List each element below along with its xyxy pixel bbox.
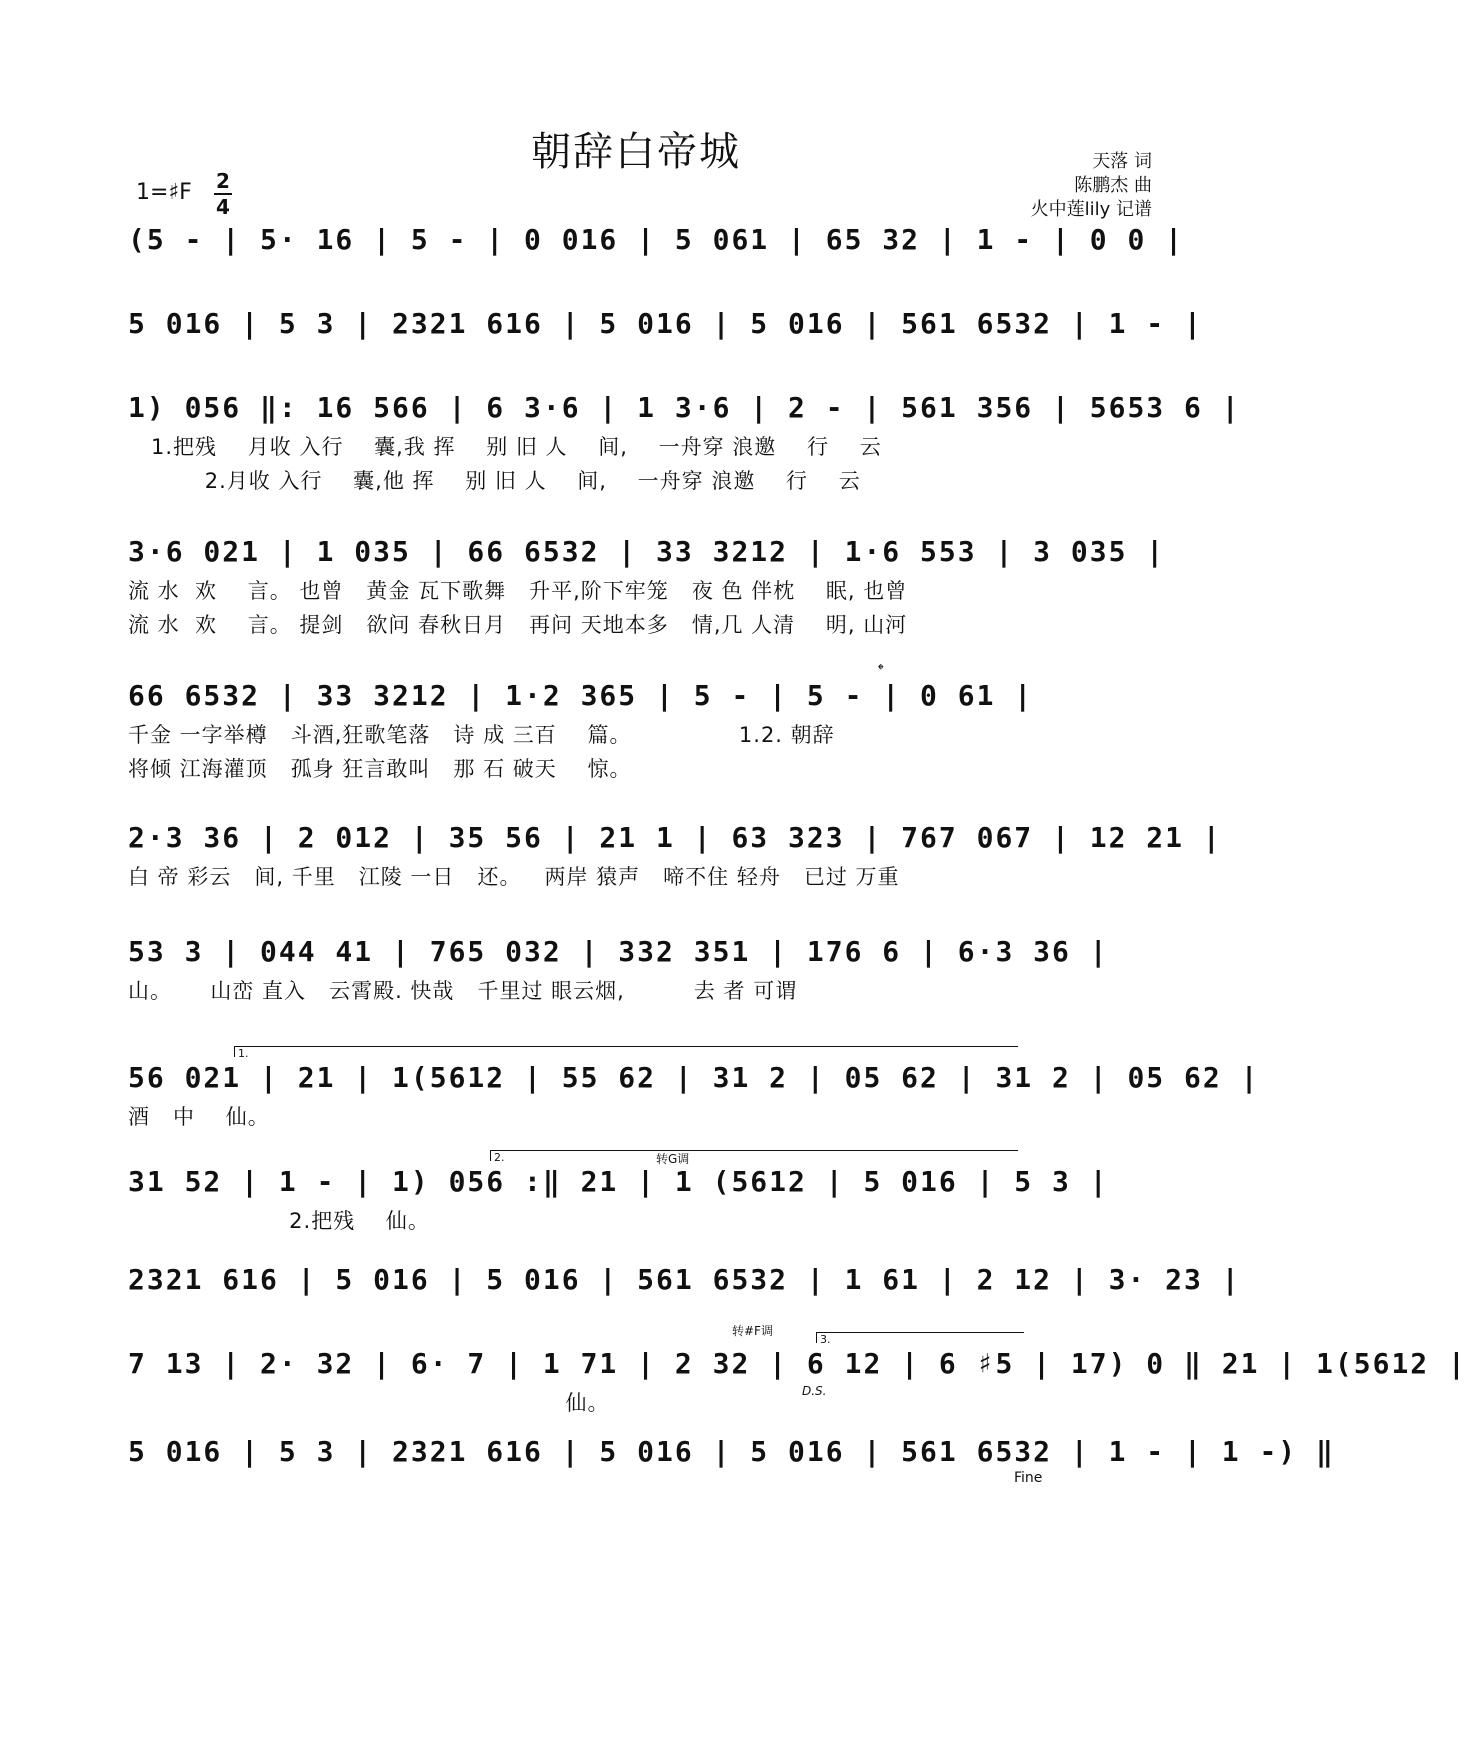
- lyric-line: 酒 中 仙。: [128, 1105, 270, 1129]
- score-system: [128, 530, 1166, 642]
- notation-line: 2321 616 | 5 016 | 5 016 | 561 6532 | 1 61 | 2 12 | 3· 23 |: [128, 1263, 1241, 1296]
- time-top: 2: [216, 169, 230, 193]
- score-system: [128, 1258, 1241, 1302]
- modulation-fs: 转#F调: [732, 1324, 773, 1338]
- lyric-line: 2.把残 仙。: [128, 1209, 430, 1233]
- notation-line: (5 - | 5· 16 | 5 - | 0 016 | 5 061 | 65 32 | 1 - | 0 0 |: [128, 223, 1185, 256]
- lyric-line: 流 水 欢 言。 提剑 欲问 春秋日月 再问 天地本多 情,几 人清 明, 山河: [128, 613, 908, 637]
- notation-line: 7 13 | 2· 32 | 6· 7 | 1 71 | 2 32 | 6 12 | 6 ♯5 | 17) 0 ‖ 21 | 1(5612 |: [128, 1347, 1467, 1380]
- lyric-line: 流 水 欢 言。 也曾 黄金 瓦下歌舞 升平,阶下牢笼 夜 色 伴枕 眠, 也曾: [128, 579, 908, 603]
- lyric-line: 山。 山峦 直入 云霄殿. 快哉 千里过 眼云烟, 去 者 可谓: [128, 979, 798, 1003]
- time-signature: [214, 170, 232, 218]
- volta-1: 1.: [234, 1046, 1018, 1057]
- score-system: [128, 674, 1158, 786]
- notation-line: 56 021 | 21 | 1(5612 | 55 62 | 31 2 | 05 62 | 31 2 | 05 62 |: [128, 1061, 1260, 1094]
- score-system: [128, 930, 1158, 1008]
- ds-marking: D.S.: [802, 1384, 827, 1398]
- key-signature: 1=♯F: [136, 180, 192, 205]
- volta-3: 3.: [816, 1332, 1024, 1343]
- lyricist: 天落 词: [1092, 151, 1152, 172]
- composer: 陈鹏杰 曲: [1074, 175, 1152, 196]
- coda-sign: 𝄌: [878, 660, 884, 679]
- notation-line: 1) 056 ‖: 16 566 | 6 3·6 | 1 3·6 | 2 - | 561 356 | 5653 6 |: [128, 391, 1241, 424]
- time-bottom: 4: [216, 195, 230, 219]
- notation-line: 31 52 | 1 - | 1) 056 :‖ 21 | 1 (5612 | 5 016 | 5 3 |: [128, 1165, 1109, 1198]
- lyric-line: 白 帝 彩云 间, 千里 江陵 一日 还。 两岸 猿声 啼不住 轻舟 已过 万重: [128, 865, 900, 889]
- score-system: [128, 1160, 1158, 1238]
- score-system: [128, 1056, 1260, 1134]
- lyric-line: 仙。: [128, 1391, 610, 1415]
- score-system: [128, 302, 1203, 346]
- lyric-line: 千金 一字举樽 斗酒,狂歌笔落 诗 成 三百 篇。 1.2. 朝辞: [128, 723, 835, 747]
- notation-line: 66 6532 | 33 3212 | 1·2 365 | 5 - | 5 - | 0 61 |: [128, 679, 1034, 712]
- notation-line: 5 016 | 5 3 | 2321 616 | 5 016 | 5 016 | 561 6532 | 1 - | 1 -) ‖: [128, 1435, 1335, 1468]
- score-system: [128, 816, 1222, 894]
- notation-line: 5 016 | 5 3 | 2321 616 | 5 016 | 5 016 | 561 6532 | 1 - |: [128, 307, 1203, 340]
- lyric-line: 2.月收 入行 囊,他 挥 别 旧 人 间, 一舟穿 浪邀 行 云: [128, 469, 861, 493]
- volta-2: 2.: [490, 1150, 1018, 1161]
- score-system: [128, 1430, 1335, 1474]
- credits: [1031, 150, 1152, 222]
- notation-line: 3·6 021 | 1 035 | 66 6532 | 33 3212 | 1·6 553 | 3 035 |: [128, 535, 1166, 568]
- notation-line: 2·3 36 | 2 012 | 35 56 | 21 1 | 63 323 | 767 067 | 12 21 |: [128, 821, 1222, 854]
- score-system: [128, 1342, 1467, 1420]
- fine-marking: Fine: [1014, 1470, 1043, 1486]
- score-system: [128, 386, 1241, 498]
- modulation-g: 转G调: [656, 1152, 690, 1166]
- score-system: [128, 218, 1185, 262]
- notation-line: 53 3 | 044 41 | 765 032 | 332 351 | 176 6 | 6·3 36 |: [128, 935, 1109, 968]
- song-title: 朝辞白帝城: [531, 129, 741, 175]
- lyric-line: 1.把残 月收 入行 囊,我 挥 别 旧 人 间, 一舟穿 浪邀 行 云: [128, 435, 882, 459]
- transcriber: 火中莲lily 记谱: [1030, 199, 1152, 220]
- lyric-line: 将倾 江海灌顶 孤身 狂言敢叫 那 石 破天 惊。: [128, 757, 632, 781]
